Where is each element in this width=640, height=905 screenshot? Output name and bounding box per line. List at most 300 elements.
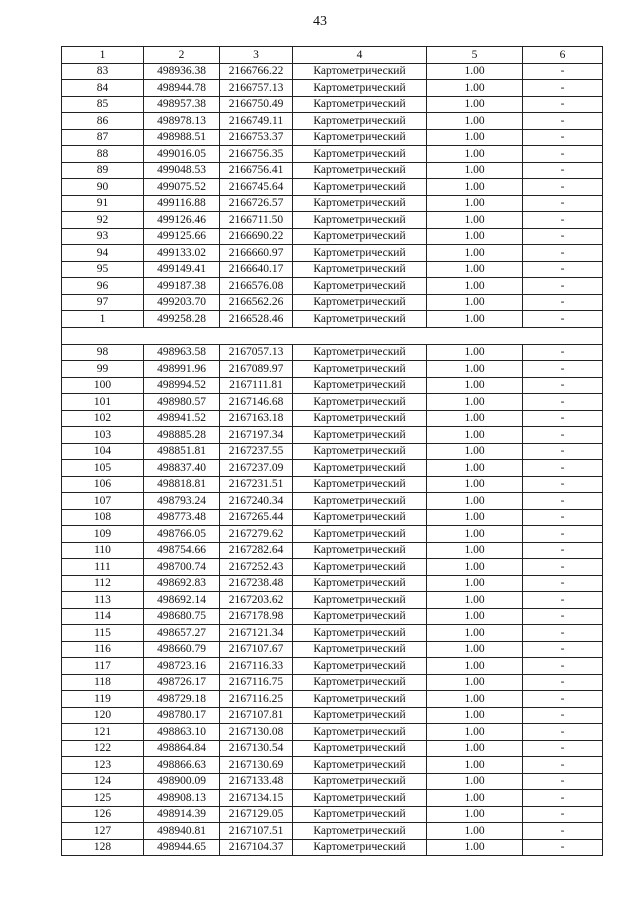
table-row <box>62 179 603 196</box>
header-cell: 6 <box>523 47 603 64</box>
table-cell: - <box>523 460 603 477</box>
table-cell: 96 <box>62 278 144 295</box>
table-cell: 119 <box>62 691 144 708</box>
table-cell: 123 <box>62 757 144 774</box>
table-row <box>62 460 603 477</box>
table-cell: - <box>523 261 603 278</box>
table-row <box>62 773 603 790</box>
table-cell: 120 <box>62 707 144 724</box>
table-cell: 498692.83 <box>144 575 220 592</box>
table-cell: 498936.38 <box>144 63 220 80</box>
table-cell: 498773.48 <box>144 509 220 526</box>
table-row <box>62 592 603 609</box>
table-cell: 498837.40 <box>144 460 220 477</box>
table-cell: 498660.79 <box>144 641 220 658</box>
table-cell: 2167265.44 <box>220 509 293 526</box>
table-cell: 2167104.37 <box>220 839 293 856</box>
table-cell: 1.00 <box>427 212 523 229</box>
table-cell: Картометрический <box>293 80 427 97</box>
table-cell: 498941.52 <box>144 410 220 427</box>
table-cell: - <box>523 658 603 675</box>
table-cell: 1.00 <box>427 526 523 543</box>
table-row <box>62 740 603 757</box>
table-cell: - <box>523 361 603 378</box>
header-cell: 5 <box>427 47 523 64</box>
table-cell: - <box>523 278 603 295</box>
table-cell: 1.00 <box>427 658 523 675</box>
table-cell: 1.00 <box>427 608 523 625</box>
table-cell: 2166726.57 <box>220 195 293 212</box>
table-cell: 112 <box>62 575 144 592</box>
table-cell: 2166756.41 <box>220 162 293 179</box>
table-row <box>62 278 603 295</box>
table-cell: 498914.39 <box>144 806 220 823</box>
table-cell: 1.00 <box>427 195 523 212</box>
table-cell: 2167203.62 <box>220 592 293 609</box>
table-cell: - <box>523 377 603 394</box>
table-cell: Картометрический <box>293 212 427 229</box>
table-cell: 1.00 <box>427 740 523 757</box>
table-cell: - <box>523 592 603 609</box>
table-cell: Картометрический <box>293 592 427 609</box>
header-cell: 4 <box>293 47 427 64</box>
table-cell: 498793.24 <box>144 493 220 510</box>
table-cell: 117 <box>62 658 144 675</box>
table-cell: 1.00 <box>427 839 523 856</box>
table-cell: Картометрический <box>293 608 427 625</box>
table-cell: 92 <box>62 212 144 229</box>
table-cell: 1.00 <box>427 559 523 576</box>
table-cell: - <box>523 493 603 510</box>
table-cell: - <box>523 724 603 741</box>
table-cell: 1.00 <box>427 245 523 262</box>
table-cell: - <box>523 608 603 625</box>
table-cell: 106 <box>62 476 144 493</box>
table-cell: 498680.75 <box>144 608 220 625</box>
table-cell: Картометрический <box>293 674 427 691</box>
table-cell: 1.00 <box>427 80 523 97</box>
table-cell: 1.00 <box>427 509 523 526</box>
table-cell: 2167146.68 <box>220 394 293 411</box>
table-cell: 2166766.22 <box>220 63 293 80</box>
table-cell: 88 <box>62 146 144 163</box>
table-row <box>62 129 603 146</box>
table-cell: - <box>523 757 603 774</box>
table-cell: Картометрический <box>293 823 427 840</box>
table-row <box>62 410 603 427</box>
table-cell: 2166660.97 <box>220 245 293 262</box>
table-cell: - <box>523 245 603 262</box>
table-cell: 499203.70 <box>144 294 220 311</box>
table-row <box>62 294 603 311</box>
table-cell: 498863.10 <box>144 724 220 741</box>
table-row <box>62 245 603 262</box>
table-cell: 1.00 <box>427 294 523 311</box>
table-cell: 2167163.18 <box>220 410 293 427</box>
table-cell: - <box>523 129 603 146</box>
table-row <box>62 96 603 113</box>
table-cell: 95 <box>62 261 144 278</box>
table-cell: 499016.05 <box>144 146 220 163</box>
table-cell: - <box>523 839 603 856</box>
table-cell: 2167130.69 <box>220 757 293 774</box>
table-cell: 1.00 <box>427 410 523 427</box>
table-cell: 1.00 <box>427 311 523 328</box>
table-cell: 2167116.33 <box>220 658 293 675</box>
table-row <box>62 724 603 741</box>
table-cell: 2166576.08 <box>220 278 293 295</box>
table-row <box>62 575 603 592</box>
table-row <box>62 162 603 179</box>
table-cell: 1.00 <box>427 179 523 196</box>
table-row <box>62 493 603 510</box>
table-cell: 2167057.13 <box>220 344 293 361</box>
table-cell: 2166690.22 <box>220 228 293 245</box>
table-cell: Картометрический <box>293 113 427 130</box>
table-cell: 2167116.75 <box>220 674 293 691</box>
header-cell: 3 <box>220 47 293 64</box>
table-cell: 86 <box>62 113 144 130</box>
table-cell: 2167107.81 <box>220 707 293 724</box>
table-cell: - <box>523 707 603 724</box>
table-cell: 498818.81 <box>144 476 220 493</box>
table-cell: 1.00 <box>427 575 523 592</box>
table-cell: 498766.05 <box>144 526 220 543</box>
table-cell: 128 <box>62 839 144 856</box>
table-cell: 499133.02 <box>144 245 220 262</box>
table-cell: 2167282.64 <box>220 542 293 559</box>
table-cell: Картометрический <box>293 96 427 113</box>
table-cell: Картометрический <box>293 245 427 262</box>
table-row <box>62 212 603 229</box>
table-cell: 498723.16 <box>144 658 220 675</box>
table-row <box>62 526 603 543</box>
table-cell: 2167134.15 <box>220 790 293 807</box>
table-cell: 97 <box>62 294 144 311</box>
table-cell: 2167237.09 <box>220 460 293 477</box>
table-cell: - <box>523 823 603 840</box>
table-row <box>62 80 603 97</box>
table-row <box>62 674 603 691</box>
table-cell: Картометрический <box>293 790 427 807</box>
table-cell: 498729.18 <box>144 691 220 708</box>
table-cell: Картометрический <box>293 691 427 708</box>
table-cell: 1.00 <box>427 773 523 790</box>
table-cell: 2167107.67 <box>220 641 293 658</box>
table-cell: - <box>523 476 603 493</box>
table-cell: 498692.14 <box>144 592 220 609</box>
table-cell: 2167240.34 <box>220 493 293 510</box>
table-cell: Картометрический <box>293 394 427 411</box>
table-cell: - <box>523 179 603 196</box>
table-cell: Картометрический <box>293 658 427 675</box>
table-cell: 498851.81 <box>144 443 220 460</box>
table-cell: 2167129.05 <box>220 806 293 823</box>
table-cell: 93 <box>62 228 144 245</box>
table-cell: 1.00 <box>427 344 523 361</box>
table-cell: 1.00 <box>427 476 523 493</box>
table-cell: 2167237.55 <box>220 443 293 460</box>
table-row <box>62 195 603 212</box>
table-cell: - <box>523 162 603 179</box>
table-cell: Картометрический <box>293 740 427 757</box>
table-cell: 2167116.25 <box>220 691 293 708</box>
table-cell: 1.00 <box>427 113 523 130</box>
table-cell: 102 <box>62 410 144 427</box>
table-cell: Картометрический <box>293 261 427 278</box>
table-cell: Картометрический <box>293 63 427 80</box>
table-cell: 98 <box>62 344 144 361</box>
table-cell: 499258.28 <box>144 311 220 328</box>
table-cell: 498657.27 <box>144 625 220 642</box>
table-cell: - <box>523 212 603 229</box>
table-cell: Картометрический <box>293 476 427 493</box>
table-cell: - <box>523 96 603 113</box>
table-cell: Картометрический <box>293 195 427 212</box>
table-cell: 498885.28 <box>144 427 220 444</box>
table-cell: - <box>523 806 603 823</box>
table-cell: Картометрический <box>293 344 427 361</box>
table-cell: 83 <box>62 63 144 80</box>
table-row <box>62 790 603 807</box>
table-cell: 103 <box>62 427 144 444</box>
table-cell: - <box>523 146 603 163</box>
table-cell: Картометрический <box>293 228 427 245</box>
table-cell: - <box>523 691 603 708</box>
table-cell: 498944.65 <box>144 839 220 856</box>
table-cell: 2166750.49 <box>220 96 293 113</box>
table-cell: 1.00 <box>427 592 523 609</box>
table-cell: Картометрический <box>293 443 427 460</box>
table-cell: 118 <box>62 674 144 691</box>
table-row <box>62 261 603 278</box>
table-cell: 2167231.51 <box>220 476 293 493</box>
table-cell: Картометрический <box>293 806 427 823</box>
table-cell: 498726.17 <box>144 674 220 691</box>
empty-row <box>62 327 603 344</box>
table-cell: 1.00 <box>427 361 523 378</box>
table-cell: - <box>523 427 603 444</box>
table-cell: Картометрический <box>293 460 427 477</box>
table-cell: 1.00 <box>427 228 523 245</box>
table-cell: 90 <box>62 179 144 196</box>
table-cell: - <box>523 80 603 97</box>
table-cell: 94 <box>62 245 144 262</box>
table-cell: Картометрический <box>293 427 427 444</box>
table-cell: 84 <box>62 80 144 97</box>
table-cell: - <box>523 195 603 212</box>
table-cell: 2167121.34 <box>220 625 293 642</box>
table-cell: Картометрический <box>293 757 427 774</box>
table-cell: 1.00 <box>427 278 523 295</box>
table-cell: - <box>523 559 603 576</box>
table-row <box>62 757 603 774</box>
table-cell: 1 <box>62 311 144 328</box>
table-cell: 1.00 <box>427 691 523 708</box>
table-row <box>62 658 603 675</box>
table-cell: 109 <box>62 526 144 543</box>
table-cell: 2166562.26 <box>220 294 293 311</box>
table-cell: 1.00 <box>427 427 523 444</box>
table-cell: Картометрический <box>293 509 427 526</box>
table-cell: - <box>523 311 603 328</box>
table-cell: 2167130.08 <box>220 724 293 741</box>
table-cell: - <box>523 542 603 559</box>
table-cell: 121 <box>62 724 144 741</box>
table-row <box>62 625 603 642</box>
table-cell: 1.00 <box>427 162 523 179</box>
table-cell: 1.00 <box>427 790 523 807</box>
table-cell: - <box>523 294 603 311</box>
table-cell: 1.00 <box>427 641 523 658</box>
table-cell: 2167107.51 <box>220 823 293 840</box>
table-cell: 2167133.48 <box>220 773 293 790</box>
table-cell: Картометрический <box>293 377 427 394</box>
table-cell: 2167130.54 <box>220 740 293 757</box>
table-cell: 1.00 <box>427 146 523 163</box>
table-cell: Картометрический <box>293 575 427 592</box>
table-cell: 127 <box>62 823 144 840</box>
table-cell: 1.00 <box>427 261 523 278</box>
table-cell: - <box>523 394 603 411</box>
table-cell: Картометрический <box>293 162 427 179</box>
table-header-row <box>62 47 603 64</box>
table-cell: 126 <box>62 806 144 823</box>
table-cell: 115 <box>62 625 144 642</box>
table-cell: 2167178.98 <box>220 608 293 625</box>
table-row <box>62 443 603 460</box>
table-row <box>62 641 603 658</box>
table-cell: Картометрический <box>293 559 427 576</box>
table-cell: 2166745.64 <box>220 179 293 196</box>
table-row <box>62 806 603 823</box>
table-cell: 125 <box>62 790 144 807</box>
empty-cell <box>62 327 603 344</box>
table-cell: 1.00 <box>427 823 523 840</box>
table-row <box>62 542 603 559</box>
table-cell: Картометрический <box>293 625 427 642</box>
table-cell: Картометрический <box>293 724 427 741</box>
table-cell: - <box>523 641 603 658</box>
table-cell: 1.00 <box>427 707 523 724</box>
table-cell: 499125.66 <box>144 228 220 245</box>
table-cell: 499187.38 <box>144 278 220 295</box>
table-row <box>62 344 603 361</box>
table-cell: Картометрический <box>293 179 427 196</box>
table-cell: - <box>523 63 603 80</box>
table-cell: 1.00 <box>427 493 523 510</box>
table-cell: Картометрический <box>293 146 427 163</box>
table-row <box>62 427 603 444</box>
table-cell: 498900.09 <box>144 773 220 790</box>
table-cell: 1.00 <box>427 377 523 394</box>
table-cell: 498864.84 <box>144 740 220 757</box>
table-cell: 2167197.34 <box>220 427 293 444</box>
table-cell: 1.00 <box>427 724 523 741</box>
table-cell: 99 <box>62 361 144 378</box>
table-cell: 100 <box>62 377 144 394</box>
table-cell: Картометрический <box>293 278 427 295</box>
table-cell: 498908.13 <box>144 790 220 807</box>
table-cell: 2167238.48 <box>220 575 293 592</box>
table-cell: 89 <box>62 162 144 179</box>
table-cell: - <box>523 526 603 543</box>
table-cell: Картометрический <box>293 773 427 790</box>
table-cell: Картометрический <box>293 311 427 328</box>
table-cell: - <box>523 740 603 757</box>
table-cell: 91 <box>62 195 144 212</box>
table-cell: 499116.88 <box>144 195 220 212</box>
table-row <box>62 608 603 625</box>
table-cell: 498940.81 <box>144 823 220 840</box>
table-cell: 498994.52 <box>144 377 220 394</box>
table-cell: 114 <box>62 608 144 625</box>
table-section-a <box>62 63 603 327</box>
table-cell: - <box>523 443 603 460</box>
table-cell: 1.00 <box>427 625 523 642</box>
table-cell: 2166756.35 <box>220 146 293 163</box>
table-cell: 498700.74 <box>144 559 220 576</box>
table-row <box>62 823 603 840</box>
table-cell: 498988.51 <box>144 129 220 146</box>
table-cell: 107 <box>62 493 144 510</box>
table-cell: 1.00 <box>427 63 523 80</box>
table-cell: 499149.41 <box>144 261 220 278</box>
table-cell: 116 <box>62 641 144 658</box>
table-cell: 498866.63 <box>144 757 220 774</box>
table-gap <box>62 327 603 344</box>
table-cell: 110 <box>62 542 144 559</box>
table-cell: 2167089.97 <box>220 361 293 378</box>
table-cell: 104 <box>62 443 144 460</box>
table-cell: 498980.57 <box>144 394 220 411</box>
table-cell: 2167279.62 <box>220 526 293 543</box>
table-row <box>62 394 603 411</box>
table-cell: - <box>523 790 603 807</box>
table-cell: 1.00 <box>427 806 523 823</box>
table-cell: 1.00 <box>427 129 523 146</box>
table-cell: 1.00 <box>427 443 523 460</box>
table-cell: Картометрический <box>293 410 427 427</box>
table-cell: 2166711.50 <box>220 212 293 229</box>
table-cell: 498780.17 <box>144 707 220 724</box>
table-cell: Картометрический <box>293 641 427 658</box>
table-cell: 1.00 <box>427 394 523 411</box>
table-row <box>62 146 603 163</box>
table-cell: - <box>523 509 603 526</box>
table-cell: 85 <box>62 96 144 113</box>
table-cell: 87 <box>62 129 144 146</box>
table-cell: Картометрический <box>293 493 427 510</box>
table-cell: 498944.78 <box>144 80 220 97</box>
table-cell: 499075.52 <box>144 179 220 196</box>
table-cell: 1.00 <box>427 674 523 691</box>
table-cell: 499126.46 <box>144 212 220 229</box>
table-cell: Картометрический <box>293 129 427 146</box>
table-cell: 1.00 <box>427 96 523 113</box>
table-cell: - <box>523 410 603 427</box>
table-row <box>62 839 603 856</box>
table-cell: Картометрический <box>293 839 427 856</box>
table-cell: 1.00 <box>427 460 523 477</box>
table-cell: 101 <box>62 394 144 411</box>
table-cell: 113 <box>62 592 144 609</box>
table-cell: 111 <box>62 559 144 576</box>
table-section-b <box>62 344 603 856</box>
table-row <box>62 559 603 576</box>
table-cell: 2166749.11 <box>220 113 293 130</box>
table-cell: 498978.13 <box>144 113 220 130</box>
